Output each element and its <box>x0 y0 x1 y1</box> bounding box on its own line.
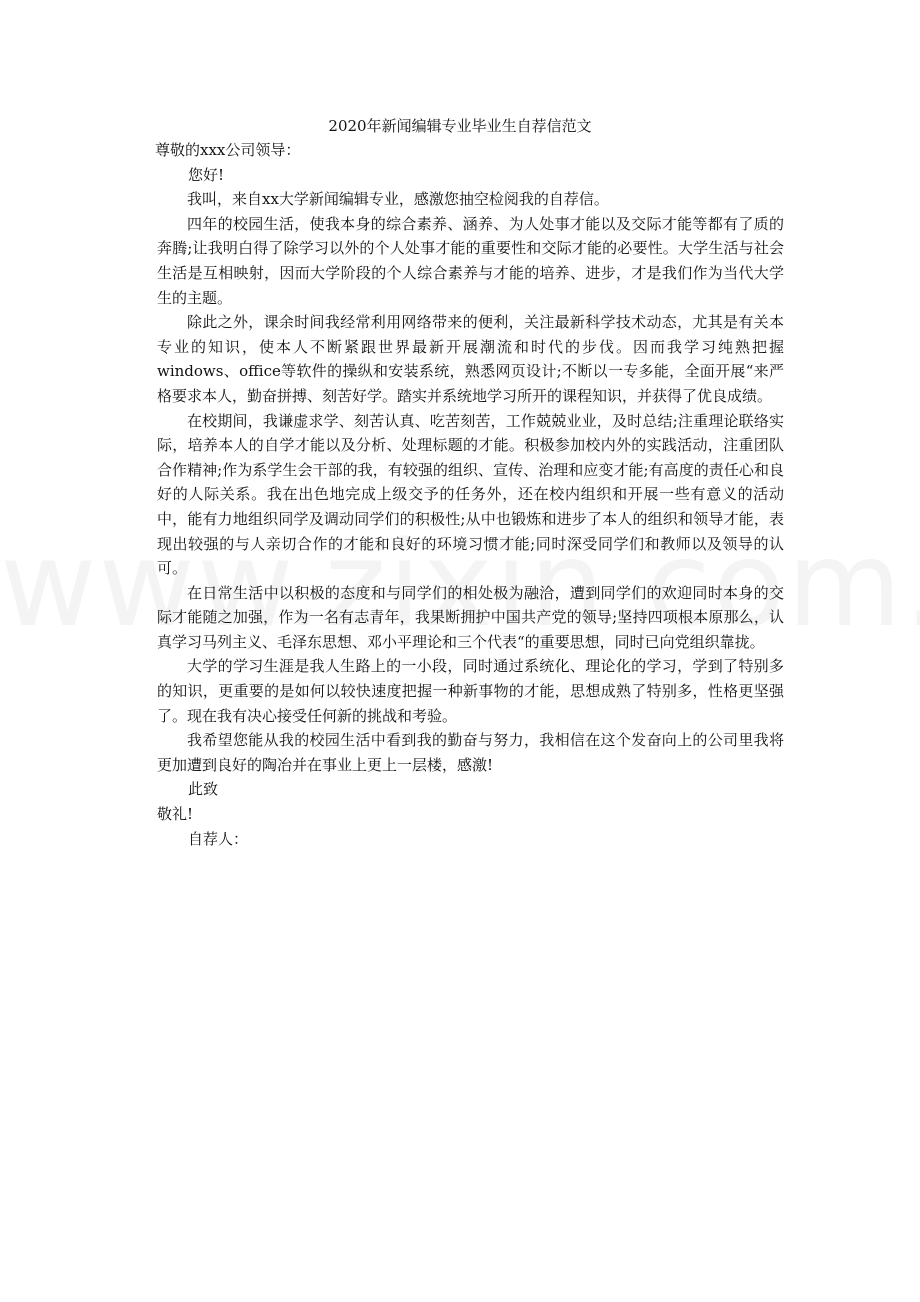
paragraph-school-period: 在校期间，我谦虚求学、刻苦认真、吃苦刻苦，工作兢兢业业，及时总结;注重理论联络实际，培养本人的自学才能以及分析、处理标题的才能。积极参加校内外的实践活动，注重团队合作精神;作为系学生会干部的我，有较强的组织、宣传、治理和应变才能;有高度的责任心和良好的人际关系。我在出色地完成上级交予的任务外，还在校内组织和开展一些有意义的活动中，能有力地组织同学及调动同学们的积极性;从中也锻炼和进步了本人的组织和领导才能，表现出较强的与人亲切合作的才能和良好的环境习惯才能;同时深受同学们和教师以及领导的认可。 <box>157 411 784 578</box>
paragraph-hope: 我希望您能从我的校园生活中看到我的勤奋与努力，我相信在这个发奋向上的公司里我将更加遭到良好的陶冶并在事业上更上一层楼，感激! <box>157 731 784 774</box>
document-title: 2020年新闻编辑专业毕业生自荐信范文 <box>328 117 592 135</box>
paragraph-extracurricular: 除此之外，课余时间我经常利用网络带来的便利，关注最新科学技术动态，尤其是有关本专业的知识，使本人不断紧跟世界最新开展潮流和时代的步伐。因而我学习纯熟把握windows、office等软件的操纵和安装系统，熟悉网页设计;不断以一专多能，全面开展“来严格要求本人，勤奋拼搏、刻苦好学。踏实并系统地学习所开的课程知识，并获得了优良成绩。 <box>157 313 784 405</box>
paragraph-daily-life: 在日常生活中以积极的态度和与同学们的相处极为融洽，遭到同学们的欢迎同时本身的交际才能随之加强，作为一名有志青年，我果断拥护中国共产党的领导;坚持四项根本原那么，认真学习马列主义、毛泽东思想、邓小平理论和三个代表“的重要思想，同时已向党组织靠拢。 <box>157 583 784 651</box>
letter-body <box>140 138 784 851</box>
regards-phrase: 敬礼! <box>157 805 194 824</box>
greeting: 您好! <box>188 165 225 184</box>
paragraph-intro: 我叫，来自xx大学新闻编辑专业，感激您抽空检阅我的自荐信。 <box>187 190 609 209</box>
paragraph-campus-life: 四年的校园生活，使我本身的综合素养、涵养、为人处事才能以及交际才能等都有了质的奔腾;让我明白得了除学习以外的个人处事才能的重要性和交际才能的必要性。大学生活与社会生活是互相映射，因而大学阶段的个人综合素养与才能的培养、进步，才是我们作为当代大学生的主题。 <box>157 214 784 307</box>
salutation: 尊敬的xxx公司领导： <box>155 141 301 159</box>
paragraph-study-career: 大学的学习生涯是我人生路上的一小段，同时通过系统化、理论化的学习，学到了特别多的知识，更重要的是如何以较快速度把握一种新事物的才能，思想成熟了特别多，性格更坚强了。现在我有决心接受任何新的挑战和考验。 <box>157 657 784 725</box>
signature-line: 自荐人： <box>188 829 249 848</box>
closing-phrase: 此致 <box>188 780 219 799</box>
